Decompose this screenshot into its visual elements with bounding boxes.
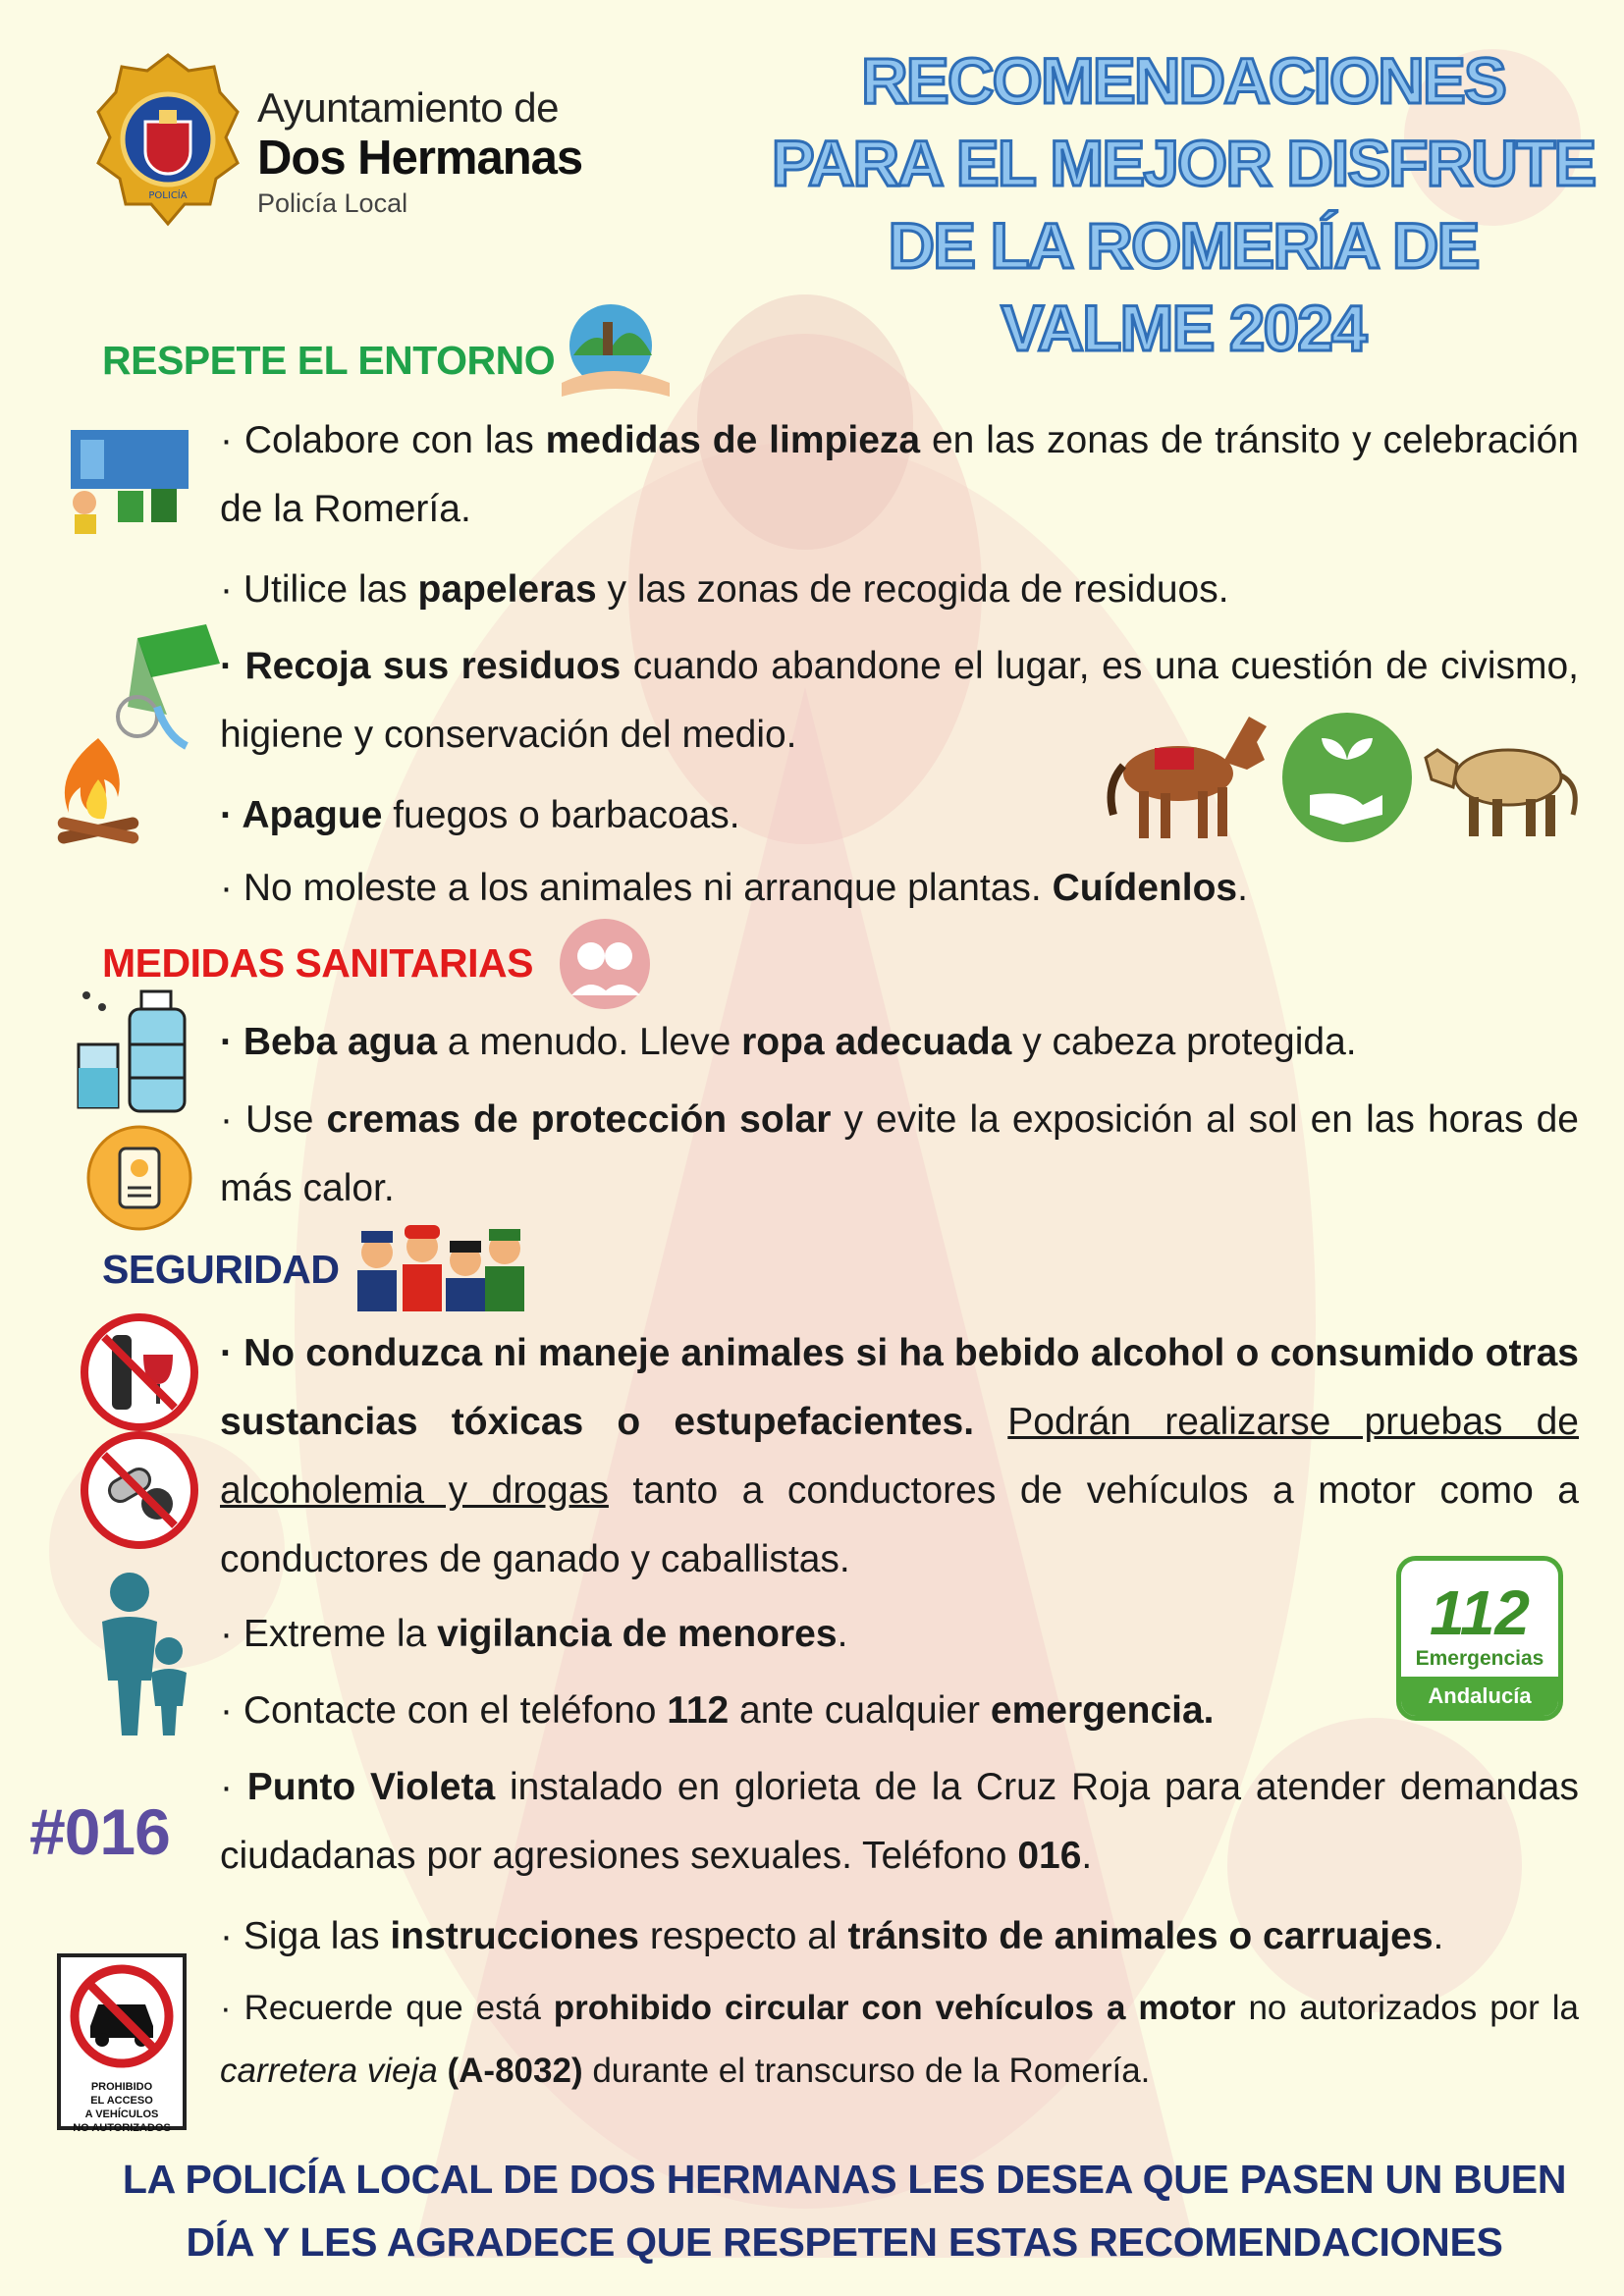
badge-112-number: 112 — [1429, 1577, 1531, 1648]
emergency-services-people-icon — [350, 1217, 530, 1311]
sunscreen-icon — [84, 1123, 194, 1233]
campfire-icon — [43, 730, 153, 852]
parent-child-icon — [90, 1571, 190, 1737]
seguridad-item-4: · Punto Violeta instalado en glorieta de la Cruz Roja para atender demandas ciudadanas por agresiones sexuales. Teléfono 016. — [220, 1766, 1579, 1877]
seguridad-item-1: · No conduzca ni maneje animales si ha bebido alcohol o consumido otras sustancias tóxicas o estupefacientes. Podrán realizarse pruebas de alcoholemia y drogas tanto a conductores de vehículos a motor como a conductores de ganado y caballistas. — [220, 1332, 1579, 1580]
police-badge-logo — [94, 51, 242, 228]
title-line-1: RECOMENDACIONES — [861, 44, 1505, 117]
title-line-2: PARA EL MEJOR DISFRUTE — [771, 127, 1596, 199]
closing-line-2: DÍA Y LES AGRADECE QUE RESPETEN ESTAS RECOMENDACIONES — [186, 2219, 1503, 2265]
main-title — [766, 39, 1600, 369]
organization-name — [257, 84, 630, 220]
no-alcohol-icon — [79, 1311, 200, 1433]
title-line-4: VALME 2024 — [1001, 292, 1366, 364]
entorno-item-3: · Recoja sus residuos cuando abandone el lugar, es una cuestión de civismo, higiene y conservación del medio. — [220, 645, 1579, 756]
no-drugs-icon — [79, 1429, 200, 1551]
closing-line-1: LA POLICÍA LOCAL DE DOS HERMANAS LES DESEA QUE PASEN UN BUEN — [122, 2157, 1567, 2202]
sign-caption-1: PROHIBIDO — [90, 2081, 153, 2093]
no-vehicles-sign — [57, 1953, 187, 2134]
entorno-item-5: · No moleste a los animales ni arranque plantas. Cuídenlos. — [220, 867, 1248, 909]
water-bottle-glass-icon — [73, 986, 194, 1115]
svg-text:POLICÍA: POLICÍA — [148, 190, 188, 201]
sanitarias-item-1: · Beba agua a menudo. Lleve ropa adecuada y cabeza protegida. — [220, 1021, 1357, 1063]
sign-caption-3: A VEHÍCULOS — [84, 2109, 159, 2120]
org-line-2: Dos Hermanas — [257, 132, 583, 185]
seguridad-item-2: · Extreme la vigilancia de menores. — [220, 1613, 848, 1655]
section-heading-entorno: RESPETE EL ENTORNO — [102, 338, 556, 383]
section-heading-sanitarias: MEDIDAS SANITARIAS — [102, 940, 533, 986]
entorno-item-4: · Apague fuegos o barbacoas. — [220, 794, 740, 836]
sign-caption-4: NO AUTORIZADOS — [73, 2122, 171, 2134]
medical-staff-icon — [558, 917, 652, 1011]
sanitarias-item-2: · Use cremas de protección solar y evite la exposición al sol en las horas de más calor. — [220, 1098, 1579, 1209]
hashtag-016: #016 — [29, 1795, 170, 1868]
seguridad-item-3: · Contacte con el teléfono 112 ante cualquier emergencia. — [220, 1689, 1215, 1732]
badge-112-label: Emergencias — [1415, 1647, 1544, 1670]
badge-112-region: Andalucía — [1401, 1677, 1558, 1716]
cleaning-workers-icon — [57, 410, 204, 538]
sign-caption-2: EL ACCESO — [90, 2095, 153, 2107]
nature-hands-icon — [552, 296, 679, 404]
closing-message — [98, 2148, 1591, 2273]
org-line-1: Ayuntamiento de — [257, 84, 559, 131]
org-line-3: Policía Local — [257, 188, 408, 218]
entorno-item-2: · Utilice las papeleras y las zonas de recogida de residuos. — [220, 568, 1229, 611]
section-heading-seguridad: SEGURIDAD — [102, 1247, 340, 1292]
title-line-3: DE LA ROMERÍA DE — [888, 209, 1479, 282]
entorno-item-1: · Colabore con las medidas de limpieza en las zonas de tránsito y celebración de la Romería. — [220, 419, 1579, 530]
no-car-icon — [63, 1957, 181, 2071]
seguridad-item-6: · Recuerde que está prohibido circular con vehículos a motor no autorizados por la carretera vieja (A-8032) durante el transcurso de la Romería. — [220, 1989, 1579, 2090]
seguridad-item-5: · Siga las instrucciones respecto al tránsito de animales o carruajes. — [220, 1915, 1444, 1957]
